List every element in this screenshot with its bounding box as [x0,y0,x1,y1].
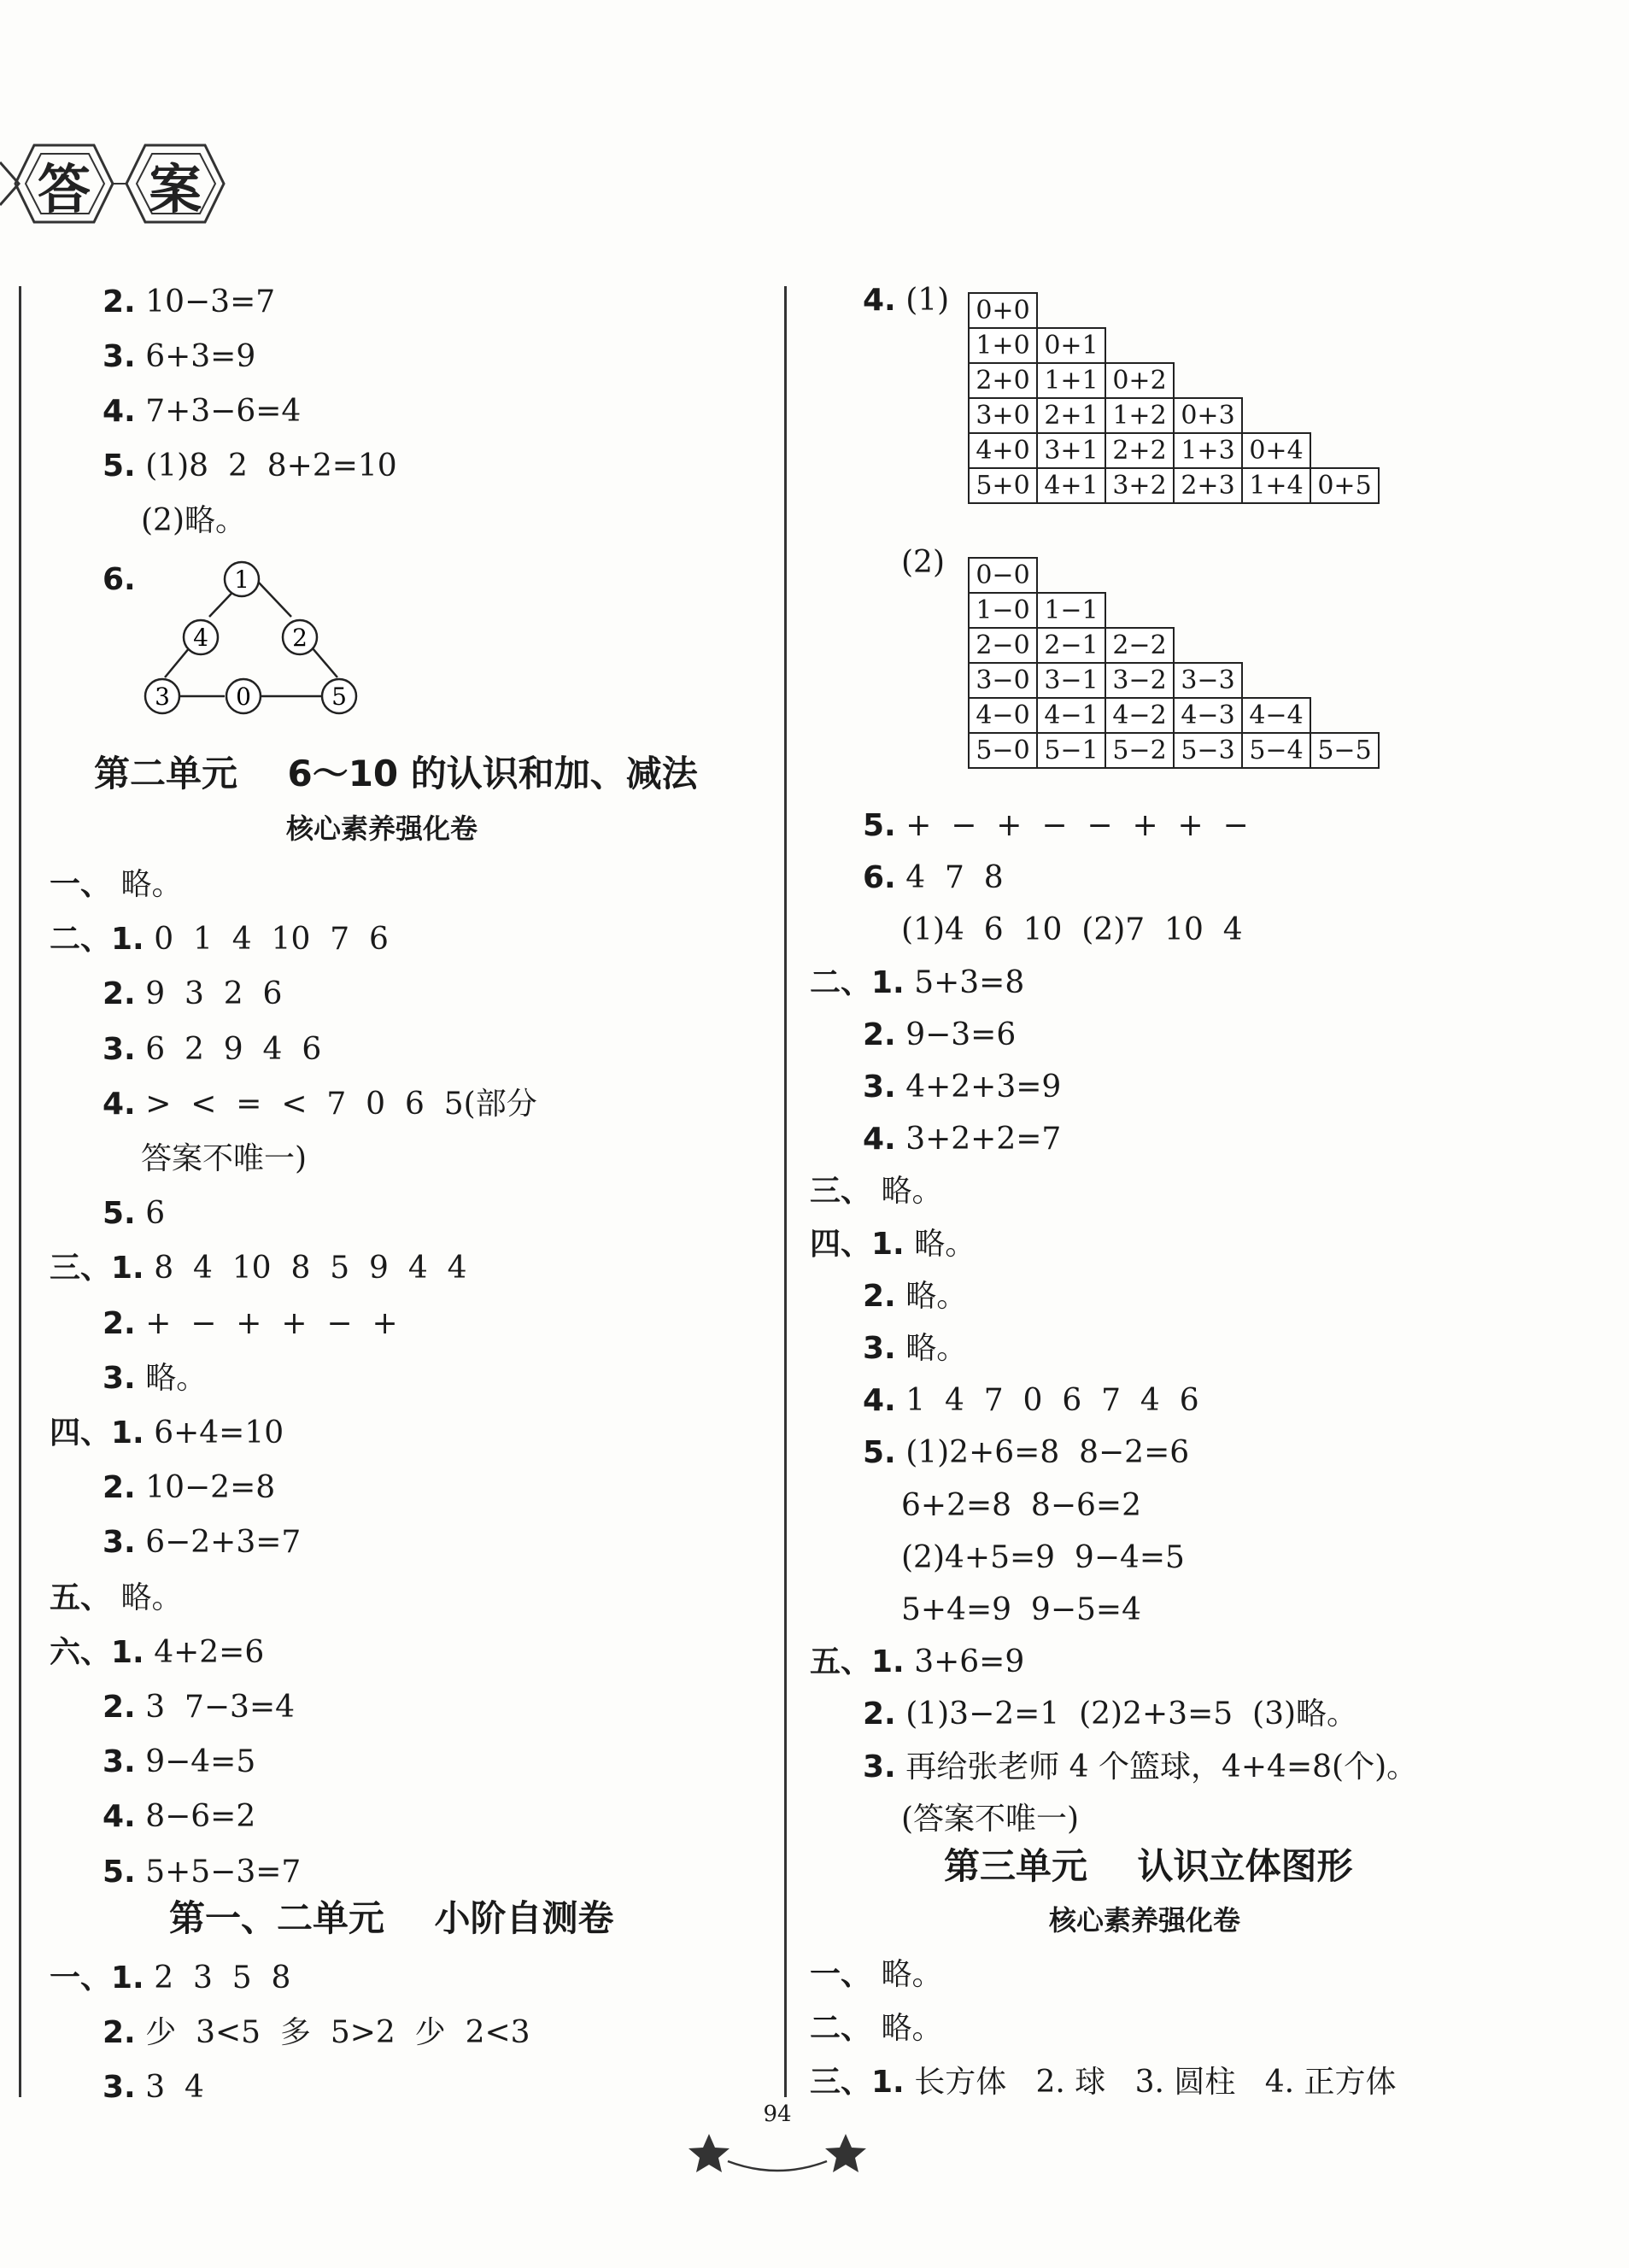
table-cell: 4−0 [968,697,1038,734]
answer-number: 3. [863,1331,896,1366]
section-title: 第一、二单元 小阶自测卷 [169,1897,614,1939]
section-title: 第二单元 6～10 的认识和加、减法 [94,753,698,794]
page-footer [666,2101,888,2187]
answer-number: 5. [863,1435,896,1471]
answer-text: 5+4=9 9−5=4 [901,1592,1141,1627]
answer-line [863,1015,1016,1056]
answer-line [103,1852,301,1893]
table-cell: 0−0 [968,557,1038,594]
answer-line [50,1413,284,1454]
answer-text: 少 3<5 多 5>2 少 2<3 [145,2015,530,2050]
table-cell: 3−3 [1173,662,1243,699]
answer-text: 4+2=6 [154,1634,265,1670]
answer-line [863,806,1249,847]
answer-line [863,1276,967,1317]
answer-text: 4 7 8 [905,860,1004,896]
answer-line: 2. 10−3=7 [103,284,276,319]
answer-number: 3. [863,1749,896,1785]
answer-number: 5. [103,1854,136,1890]
answer-text: 3 7−3=4 [145,1690,296,1725]
answer-text: 5+3=8 [914,964,1025,1000]
table-cell: 0+2 [1105,362,1175,399]
table-cell: 2+0 [968,362,1038,399]
table-cell: 2−1 [1036,627,1106,664]
triangle-node [226,679,261,713]
triangle-node [283,620,317,654]
table-cell: 5−2 [1105,732,1175,769]
answer-line [863,1380,1199,1421]
answer-number: 四、1. [50,1415,144,1450]
table-cell: 4−3 [1173,697,1243,734]
answer-line [863,1328,967,1369]
answer-number: 一、1. [50,1960,144,1995]
header-glyph-answer: 答 [37,158,91,220]
answer-text: 0 1 4 10 7 6 [154,922,389,958]
table-cell: 5−1 [1036,732,1106,769]
answer-line [103,1522,301,1563]
answer-line [141,1139,307,1180]
answer-text: 长方体 2. 球 3. 圆柱 4. 正方体 [914,2065,1397,2100]
answer-line [103,2067,204,2108]
answer-text: (2)4+5=9 9−4=5 [901,1539,1185,1575]
answer-number: 一、 [50,867,112,902]
answer-text: 1 4 7 0 6 7 4 6 [905,1383,1199,1419]
table-cell: 3+2 [1105,467,1175,504]
answer-number: 2. [103,1690,136,1725]
answer-number: 2. [863,1697,896,1732]
answer-text: 略。 [120,1579,183,1615]
answer-number: 四、1. [810,1226,905,1262]
answer-line: (2) [901,545,945,580]
answer-number: 二、1. [50,922,144,958]
star-ornament-icon [683,2127,871,2178]
table-cell: 1+3 [1173,432,1243,469]
table-cell: 0+1 [1036,327,1106,364]
answer-line [103,974,282,1015]
answer-text: (答案不唯一) [901,1801,1080,1837]
triangle-node [322,679,356,713]
table-cell: 4−1 [1036,697,1106,734]
answer-text: + − + − − + + − [905,808,1249,843]
answer-line [863,1694,1357,1735]
table-cell: 4−2 [1105,697,1175,734]
answer-line [103,1687,295,1728]
answer-line [50,1958,290,1999]
table-cell: 1−0 [968,592,1038,629]
answer-number: 5. [103,1196,136,1232]
answer-line [901,1590,1141,1631]
answer-number: 三、 [810,1174,872,1210]
answer-line [863,858,1004,899]
table-cell: 1−1 [1036,592,1106,629]
answer-line [863,1433,1189,1474]
answer-number: 4. [103,1086,136,1122]
svg-text:3: 3 [155,683,170,711]
table-cell: 5−0 [968,732,1038,769]
answer-line [810,2062,1397,2103]
answer-number: 2. [863,1278,896,1314]
svg-text:0: 0 [236,683,251,711]
answer-number: 2. [103,2015,136,2050]
answer-text: 3+6=9 [914,1644,1025,1680]
answer-text: 8−6=2 [145,1799,256,1835]
table-cell: 3−0 [968,662,1038,699]
triangle-node [184,620,218,654]
answer-text: 6−2+3=7 [145,1525,302,1561]
table-cell: 0+3 [1173,397,1243,434]
answer-number: 3. [103,1744,136,1780]
answer-line [901,1486,1141,1527]
answer-line [810,1954,942,1995]
answer-text: 略。 [905,1331,968,1366]
svg-text:2: 2 [292,624,308,652]
answer-line [863,1067,1061,1108]
answer-number: 二、 [810,2011,872,2046]
answer-text: + − + + − + [145,1305,398,1341]
answer-line [810,1171,942,1212]
answer-number: 五、 [50,1579,112,1615]
answer-line [810,963,1024,1004]
table-cell: 3−2 [1105,662,1175,699]
answer-number: 2. [103,1470,136,1506]
answer-text: 9 3 2 6 [145,976,283,1012]
answer-line: 6. [103,562,136,597]
answer-text: (1)4 6 10 (2)7 10 4 [901,912,1243,948]
table-cell: 0+0 [968,292,1038,329]
answer-line [103,1193,165,1234]
table-cell: 4−4 [1241,697,1311,734]
table-cell: 2+1 [1036,397,1106,434]
answer-line [103,1742,255,1783]
answer-number: 6. [863,860,896,896]
answer-text: 8 4 10 8 5 9 4 4 [154,1251,467,1286]
answer-number: 五、1. [810,1644,905,1680]
table-cell: 1+2 [1105,397,1175,434]
answer-number: 3. [863,1070,896,1105]
answer-number: 4. [103,1799,136,1835]
answer-text: 答案不唯一) [141,1141,308,1176]
answer-line [103,1084,537,1125]
answer-text: 6+4=10 [154,1415,284,1450]
answer-text: 再给张老师 4 个篮球，4+4=8(个)。 [905,1749,1418,1785]
answer-text: 略。 [145,1360,208,1396]
triangle-node [225,562,259,596]
answer-text: 5+5−3=7 [145,1854,302,1890]
answer-text: 略。 [881,2011,943,2046]
answer-number: 3. [103,1360,136,1396]
answer-line [103,1468,275,1509]
table-cell: 5+0 [968,467,1038,504]
answer-line: 3. 6+3=9 [103,339,256,374]
answer-text: 10−2=8 [145,1470,276,1506]
table-cell: 2−0 [968,627,1038,664]
table-cell: 0+4 [1241,432,1311,469]
answer-number: 3. [103,1525,136,1561]
answer-text: 6+2=8 8−6=2 [901,1487,1141,1523]
answer-number: 4. [863,1383,896,1419]
answer-number: 三、1. [50,1251,144,1286]
table-cell: 2−2 [1105,627,1175,664]
svg-text:5: 5 [331,683,347,711]
answer-line: 5. (1)8 2 8+2=10 [103,448,397,483]
table-cell: 4+1 [1036,467,1106,504]
answer-line [103,1796,255,1837]
answer-number: 5. [863,808,896,843]
answer-text: (1)3−2=1 (2)2+3=5 (3)略。 [905,1697,1358,1732]
answer-text: 4+2+3=9 [905,1070,1062,1105]
answer-line: 4. (1) [863,283,950,318]
answer-line [50,1578,182,1619]
section-subtitle: 核心素养强化卷 [286,812,478,845]
answer-text: 2 3 5 8 [154,1960,291,1995]
answer-header-badge [0,128,273,239]
table-cell: 2+2 [1105,432,1175,469]
answer-number: 二、1. [810,964,905,1000]
svg-text:1: 1 [234,566,249,594]
number-triangle-diagram [132,555,372,735]
answer-number: 2. [863,1017,896,1052]
answer-line [103,2013,530,2054]
table-cell: 3+1 [1036,432,1106,469]
answer-line [50,864,182,905]
answer-text: 6 2 9 4 6 [145,1031,322,1067]
answer-line: (2)略。 [141,503,246,538]
table-cell: 2+3 [1173,467,1243,504]
answer-text: 略。 [914,1226,976,1262]
table-cell: 3+0 [968,397,1038,434]
answer-text: 略。 [881,1174,943,1210]
answer-text: 9−4=5 [145,1744,256,1780]
table-cell: 5−4 [1241,732,1311,769]
answer-number: 2. [103,976,136,1012]
answer-text: 3+2+2=7 [905,1122,1062,1157]
answer-number: 一、 [810,1957,872,1992]
answer-line [863,1119,1061,1160]
answer-text: > < = < 7 0 6 5(部分 [145,1086,537,1122]
answer-line [103,1029,321,1070]
table-cell: 3−1 [1036,662,1106,699]
answer-text: 略。 [120,867,183,902]
left-margin-rule [19,286,21,2097]
answer-line [901,1538,1185,1579]
header-glyph-case: 案 [148,158,202,220]
table-cell: 5−5 [1310,732,1380,769]
answer-line [810,1642,1024,1683]
answer-line [810,2008,942,2049]
answer-number: 2. [103,1305,136,1341]
answer-line [103,1304,398,1345]
answer-line [901,1799,1079,1840]
table-cell: 0+5 [1310,467,1380,504]
table-cell: 1+4 [1241,467,1311,504]
answer-number: 4. [863,1122,896,1157]
triangle-node [145,679,179,713]
answer-number: 三、1. [810,2065,905,2100]
answer-number: 六、1. [50,1634,144,1670]
svg-text:4: 4 [193,624,208,652]
answer-text: 3 4 [145,2070,204,2105]
answer-text: 9−3=6 [905,1017,1017,1052]
answer-text: (1)2+6=8 8−2=6 [905,1435,1190,1471]
answer-line [863,1747,1417,1788]
answer-line [810,1224,976,1265]
answer-line [50,919,389,960]
table-cell: 5−3 [1173,732,1243,769]
section-subtitle: 核心素养强化卷 [1049,1904,1241,1937]
answer-line [50,1632,264,1673]
table-cell: 1+0 [968,327,1038,364]
answer-line: 4. 7+3−6=4 [103,394,302,429]
answer-text: 略。 [881,1957,943,1992]
table-cell: 4+0 [968,432,1038,469]
section-title: 第三单元 认识立体图形 [944,1845,1353,1887]
answer-line [103,1358,207,1399]
answer-line [50,1248,467,1289]
answer-number: 3. [103,1031,136,1067]
page-number: 94 [763,2101,792,2127]
table-cell: 1+1 [1036,362,1106,399]
answer-text: 6 [145,1196,166,1232]
answer-number: 3. [103,2070,136,2105]
column-divider [784,286,787,2097]
answer-line [901,910,1243,951]
answer-text: 略。 [905,1278,968,1314]
